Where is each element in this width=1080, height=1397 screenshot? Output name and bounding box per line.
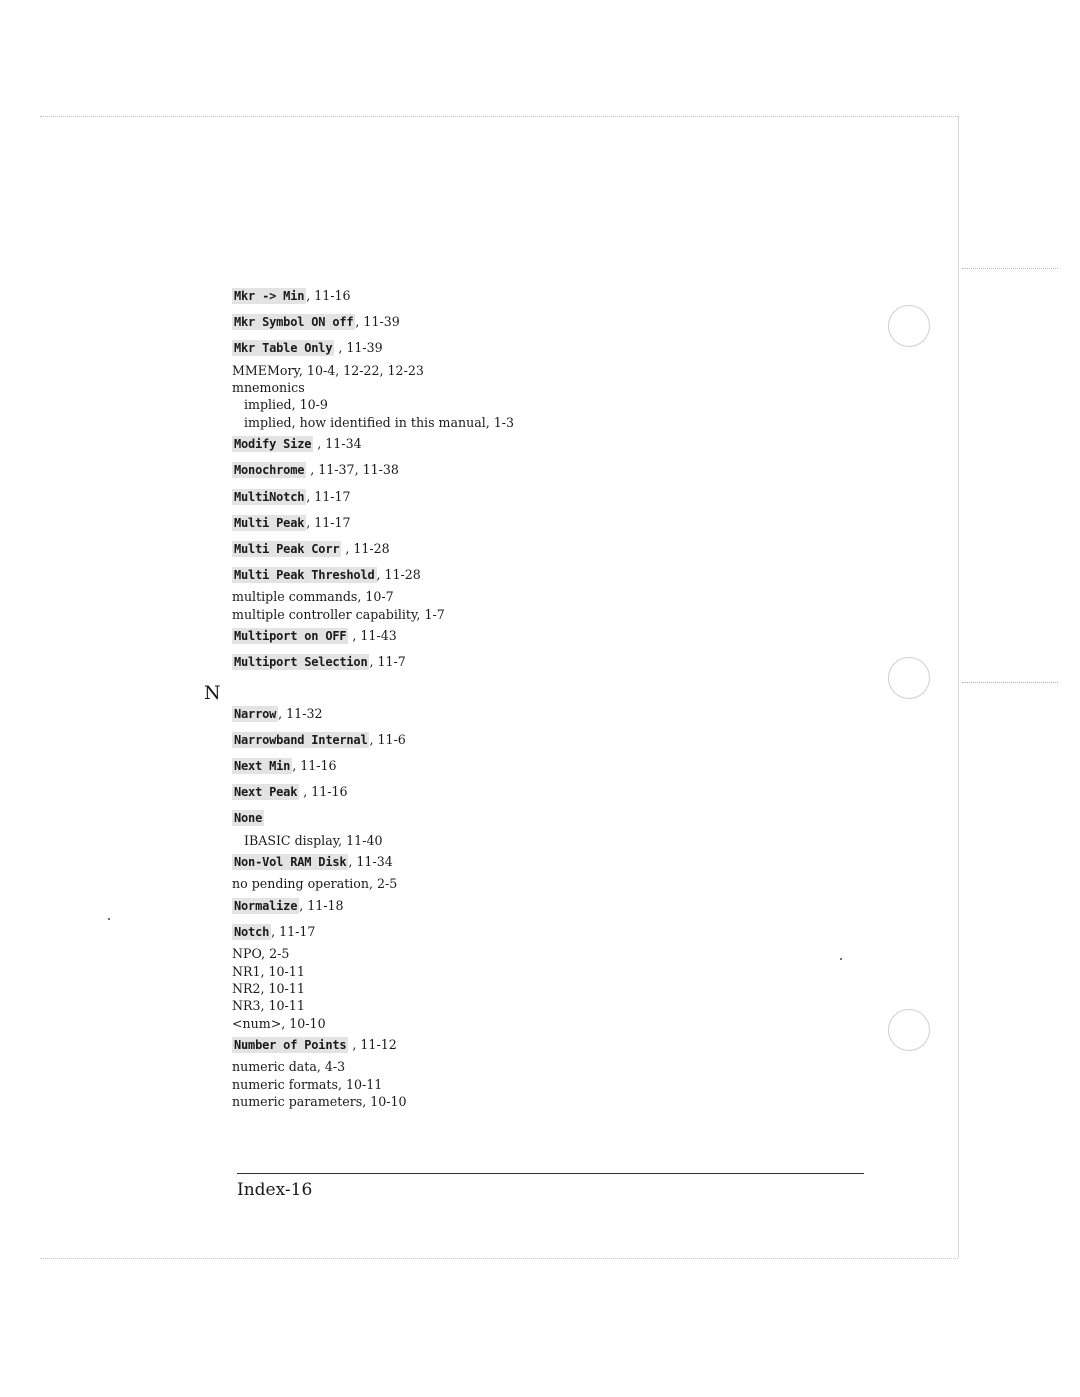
index-entry: IBASIC display, 11-40 — [244, 832, 383, 848]
index-entry-softkey — [232, 753, 612, 779]
page-right-edge — [958, 116, 959, 1258]
scan-speck — [840, 958, 842, 960]
tab-divider-line — [962, 682, 1058, 683]
softkey-label: Notch — [234, 924, 270, 939]
index-entry: <num>, 10-10 — [232, 1015, 326, 1031]
index-entry-softkey — [232, 727, 612, 753]
index-entry: NPO, 2-5 — [232, 946, 290, 962]
index-entry: implied, 10-9 — [244, 397, 328, 413]
section-gap — [232, 676, 612, 701]
softkey-label: Mkr -> Min — [234, 289, 305, 303]
page-reference: , 11-16 — [292, 758, 337, 774]
page-reference: , 11-28 — [341, 541, 390, 557]
page-reference: , 11-39 — [334, 340, 383, 356]
page-reference: , 11-37, 11-38 — [306, 462, 399, 478]
page-reference: , 11-17 — [306, 514, 351, 530]
index-entry: MMEMory, 10-4, 12-22, 12-23 — [232, 362, 424, 378]
page-reference: , 11-34 — [348, 854, 393, 870]
index-entry-softkey — [232, 562, 612, 588]
softkey-label: Narrowband Internal — [234, 732, 368, 747]
softkey-label: Monochrome — [234, 463, 305, 478]
index-entry: multiple controller capability, 1-7 — [232, 606, 445, 622]
page-reference: , 11-18 — [299, 897, 344, 913]
softkey-label: None — [234, 811, 263, 826]
softkey-label: Multi Peak Threshold — [234, 568, 375, 583]
index-entry-softkey — [232, 335, 612, 361]
tab-divider-line — [962, 268, 1058, 269]
softkey-label: Number of Points — [234, 1038, 347, 1053]
scan-speck — [108, 918, 110, 920]
page-reference: , 11-6 — [369, 731, 406, 747]
index-entry: no pending operation, 2-5 — [232, 876, 398, 892]
index-entry-softkey — [232, 805, 612, 831]
page-bottom-edge — [40, 1258, 958, 1259]
index-entry-softkey — [232, 893, 612, 919]
index-entry-softkey — [232, 649, 612, 675]
softkey-label: Next Peak — [234, 785, 298, 800]
softkey-label: Multi Peak Corr — [234, 542, 340, 557]
page-number: Index-16 — [237, 1180, 313, 1200]
index-entry-softkey — [232, 1032, 612, 1058]
binder-hole — [888, 305, 930, 347]
index-entry: multiple commands, 10-7 — [232, 589, 394, 605]
index-group-m — [232, 283, 612, 676]
softkey-label: Mkr Symbol ON off — [234, 315, 354, 330]
page-reference: , 11-7 — [369, 654, 406, 670]
index-entry: numeric formats, 10-11 — [232, 1076, 383, 1092]
page-reference: , 11-28 — [376, 567, 421, 583]
index-entry-softkey — [232, 919, 612, 945]
softkey-label: Mkr Table Only — [234, 341, 333, 356]
page-reference: , 11-34 — [313, 436, 362, 452]
index-entry: mnemonics — [232, 380, 305, 396]
page-reference: , 11-16 — [306, 288, 351, 303]
page-reference: , 11-16 — [299, 784, 348, 800]
page-reference: , 11-32 — [278, 705, 323, 721]
index-entry: numeric data, 4-3 — [232, 1059, 346, 1075]
page-top-edge — [40, 116, 958, 117]
index-entry-softkey — [232, 484, 612, 510]
softkey-label: Next Min — [234, 759, 291, 774]
index-column — [232, 283, 612, 1111]
index-entry-softkey — [232, 849, 612, 875]
softkey-label: Non-Vol RAM Disk — [234, 855, 347, 870]
softkey-label: Normalize — [234, 898, 298, 913]
page-reference: , 11-39 — [355, 314, 400, 330]
page-reference: , 11-12 — [348, 1037, 397, 1053]
index-entry-softkey — [232, 623, 612, 649]
index-entry-softkey — [232, 536, 612, 562]
binder-hole — [888, 1009, 930, 1051]
binder-hole — [888, 657, 930, 699]
index-entry: numeric parameters, 10-10 — [232, 1094, 407, 1110]
index-entry: NR2, 10-11 — [232, 980, 305, 996]
softkey-label: Modify Size — [234, 437, 312, 452]
index-entry-softkey — [232, 510, 612, 536]
index-entry-softkey — [232, 779, 612, 805]
index-entry-softkey — [232, 283, 612, 309]
softkey-label: Narrow — [234, 706, 277, 721]
footer-rule — [237, 1173, 864, 1174]
index-entry-softkey — [232, 309, 612, 335]
index-entry: implied, how identified in this manual, 1-3 — [244, 414, 515, 430]
index-entry-softkey — [232, 431, 612, 457]
index-entry: NR3, 10-11 — [232, 998, 305, 1014]
softkey-label: MultiNotch — [234, 489, 305, 504]
index-group-n — [232, 701, 612, 1111]
index-entry-softkey — [232, 701, 612, 727]
index-entry: NR1, 10-11 — [232, 963, 305, 979]
page-reference: , 11-17 — [271, 923, 316, 939]
softkey-label: Multiport Selection — [234, 655, 368, 670]
index-entry-softkey — [232, 457, 612, 483]
section-letter: N — [204, 682, 221, 704]
page-reference: , 11-43 — [348, 628, 397, 644]
softkey-label: Multi Peak — [234, 515, 305, 530]
softkey-label: Multiport on OFF — [234, 629, 347, 644]
page-reference: , 11-17 — [306, 488, 351, 504]
